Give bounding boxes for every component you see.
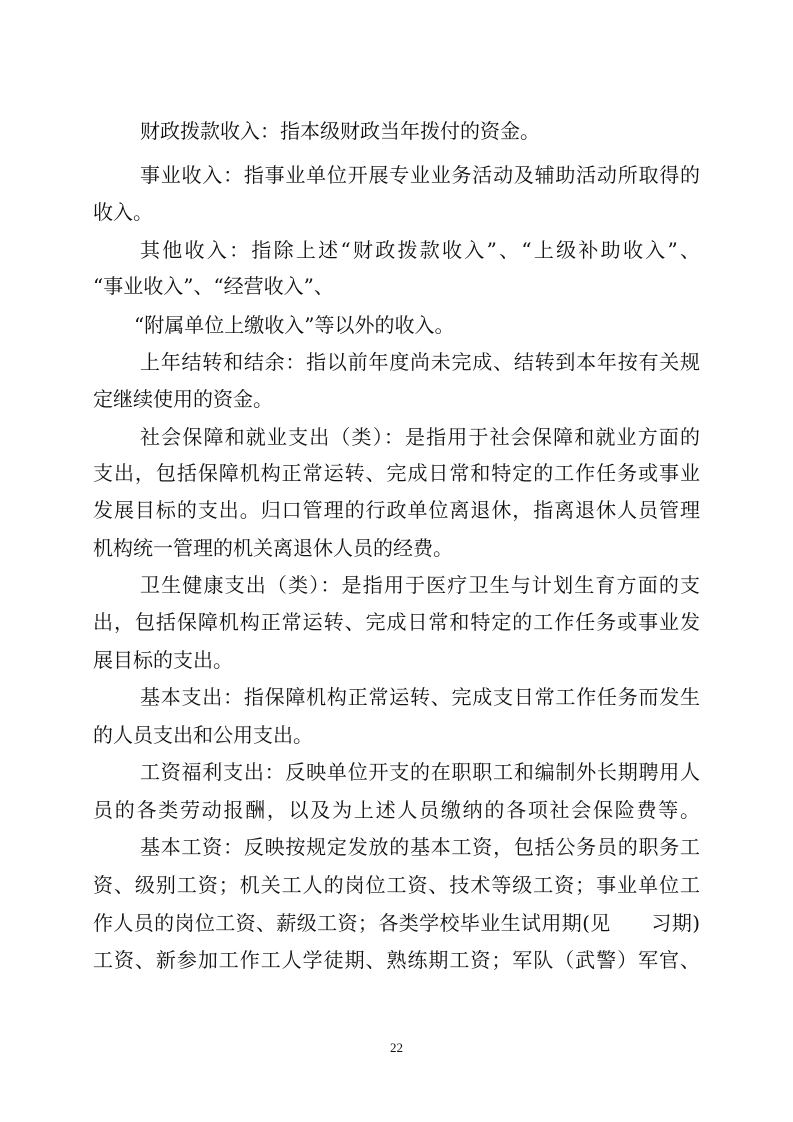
paragraph-business-income-line: 事业收入：指事业单位开展专业业务活动及辅助活动所取得的 [140,163,700,187]
paragraph-social-security-line: 机构统一管理的机关离退休人员的经费。 [93,536,453,560]
paragraph-affiliated-income: “附属单位上缴收入”等以外的收入。 [134,313,455,337]
paragraph-health-line: 卫生健康支出（类）：是指用于医疗卫生与计划生育方面的支 [140,573,700,597]
paragraph-social-security-line: 发展目标的支出。归口管理的行政单位离退休，指离退休人员管理 [93,498,700,522]
paragraph-carryover-line: 定继续使用的资金。 [93,387,273,411]
paragraph-other-income-line: “事业收入”、“经营收入”、 [93,274,334,298]
paragraph-wage-welfare-line: 工资福利支出：反映单位开支的在职职工和编制外长期聘用人 [140,760,700,784]
paragraph-basic-wage-line: 资、级别工资；机关工人的岗位工资、技术等级工资；事业单位工 [93,873,700,897]
page-number: 22 [390,1040,403,1055]
paragraph-basic-expenditure-line: 基本支出：指保障机构正常运转、完成支日常工作任务而发生 [140,685,700,709]
paragraph-basic-wage-line: 基本工资：反映按规定发放的基本工资，包括公务员的职务工 [140,835,700,859]
paragraph-other-income-line: 其他收入：指除上述“财政拨款收入”、“上级补助收入”、 [140,238,700,262]
paragraph-wage-welfare-line: 员的各类劳动报酬，以及为上述人员缴纳的各项社会保险费等。 [93,798,700,822]
paragraph-fiscal-appropriation-income: 财政拨款收入：指本级财政当年拨付的资金。 [140,119,540,143]
paragraph-health-line: 展目标的支出。 [93,648,233,672]
paragraph-health-line: 出，包括保障机构正常运转、完成日常和特定的工作任务或事业发 [93,610,700,634]
paragraph-carryover-line: 上年结转和结余：指以前年度尚未完成、结转到本年按有关规 [140,350,700,374]
paragraph-basic-expenditure-line: 的人员支出和公用支出。 [93,723,313,747]
paragraph-basic-wage-line: 工资、新参加工作工人学徒期、熟练期工资；军队（武警）军官、 [93,948,700,972]
paragraph-business-income-line: 收入。 [93,200,153,224]
paragraph-basic-wage-line: 作人员的岗位工资、薪级工资；各类学校毕业生试用期(见 习期) [93,911,700,935]
paragraph-social-security-line: 社会保障和就业支出（类）：是指用于社会保障和就业方面的 [140,425,700,449]
paragraph-social-security-line: 支出，包括保障机构正常运转、完成日常和特定的工作任务或事业 [93,461,700,485]
